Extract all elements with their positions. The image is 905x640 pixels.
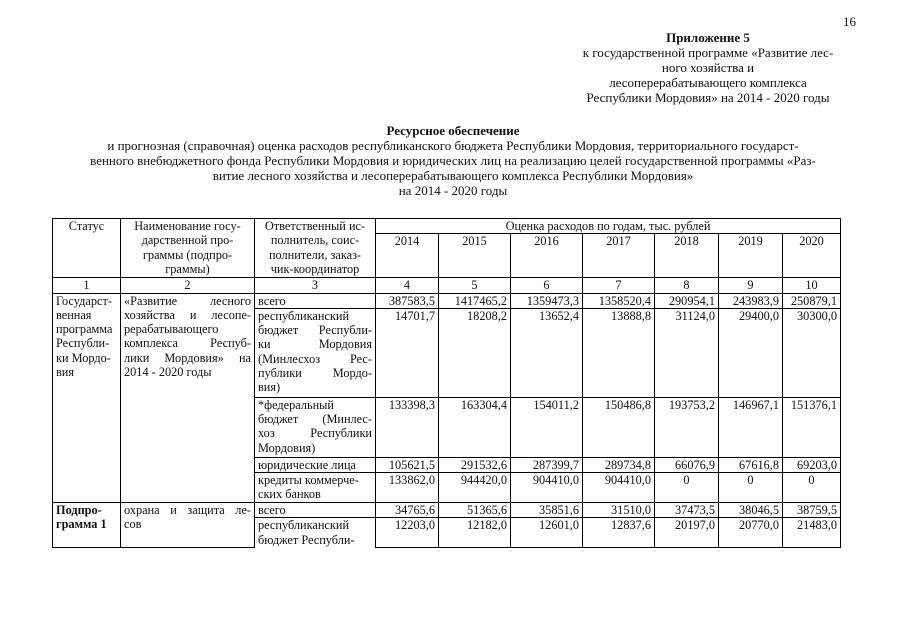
header-responsible: Ответственный ис- полнитель, соис- полнители, заказ- чик-координатор [255, 219, 376, 278]
header-name: Наименование госу- дарственной про- граммы (подпро- граммы) [121, 219, 255, 278]
table-cell: 20770,0 [719, 518, 783, 548]
row-label: *федеральный бюджет (Минлес- хоз Республики Мордовия) [255, 397, 376, 457]
heading-line: витие лесного хозяйства и лесоперерабатывающего комплекса Республики Мордовия» [212, 168, 694, 183]
page-number: 16 [843, 14, 856, 29]
table-cell: 146967,1 [719, 397, 783, 457]
table-cell: 944420,0 [439, 473, 511, 503]
table-cell: 151376,1 [783, 397, 841, 457]
header-year: 2017 [583, 234, 655, 278]
row-label: республиканский бюджет Республи- ки Мордовия (Минлесхоз Рес- публики Мордо- вия) [255, 308, 376, 397]
column-number: 7 [583, 278, 655, 293]
table-cell: 133862,0 [376, 473, 439, 503]
table-cell: 67616,8 [719, 457, 783, 472]
heading-line: венного внебюджетного фонда Республики Мордовия и юридических лиц на реализацию целей государственной программы «Раз- [90, 153, 816, 168]
table-cell: 289734,8 [583, 457, 655, 472]
table-cell: 105621,5 [376, 457, 439, 472]
column-number: 2 [121, 278, 255, 293]
appendix-line: к государственной программе «Развитие лес- [582, 45, 834, 60]
subprogram-name: охрана и защита ле- сов [121, 503, 255, 548]
table-cell: 0 [783, 473, 841, 503]
table-cell: 287399,7 [511, 457, 583, 472]
row-label: республиканский бюджет Республи- [255, 518, 376, 548]
table-cell: 163304,4 [439, 397, 511, 457]
table-cell: 31510,0 [583, 503, 655, 518]
table-cell: 133398,3 [376, 397, 439, 457]
column-number: 1 [53, 278, 121, 293]
table-cell: 1358520,4 [583, 293, 655, 308]
table-cell: 21483,0 [783, 518, 841, 548]
table-cell: 243983,9 [719, 293, 783, 308]
table-cell: 150486,8 [583, 397, 655, 457]
row-label: всего [255, 293, 376, 308]
column-number: 4 [376, 278, 439, 293]
heading-line: и прогнозная (справочная) оценка расходов республиканского бюджета Республики Мордовия, территориального государст- [107, 138, 799, 153]
column-number: 6 [511, 278, 583, 293]
table-cell: 30300,0 [783, 308, 841, 397]
appendix-line: ного хозяйства и [661, 60, 755, 75]
table-cell: 20197,0 [655, 518, 719, 548]
header-year: 2018 [655, 234, 719, 278]
column-number: 3 [255, 278, 376, 293]
appendix-line: лесоперерабатывающего комплекса [609, 75, 807, 90]
table-cell: 35851,6 [511, 503, 583, 518]
header-year: 2014 [376, 234, 439, 278]
table-cell: 1359473,3 [511, 293, 583, 308]
table-cell: 0 [719, 473, 783, 503]
subprogram-status: Подпро- грамма 1 [53, 503, 121, 548]
header-estimate: Оценка расходов по годам, тыс. рублей [376, 219, 841, 234]
table-cell: 13652,4 [511, 308, 583, 397]
resource-table [52, 218, 841, 548]
column-number: 8 [655, 278, 719, 293]
table-cell: 31124,0 [655, 308, 719, 397]
table-cell: 193753,2 [655, 397, 719, 457]
row-label: всего [255, 503, 376, 518]
table-cell: 34765,6 [376, 503, 439, 518]
table-cell: 12203,0 [376, 518, 439, 548]
table-cell: 12837,6 [583, 518, 655, 548]
program-name: «Развитие лесного хозяйства и лесопе- рерабатывающего комплекса Респуб- лики Мордовия» на 2014 - 2020 годы [121, 293, 255, 503]
table-cell: 69203,0 [783, 457, 841, 472]
table-cell: 12601,0 [511, 518, 583, 548]
header-year: 2020 [783, 234, 841, 278]
table-cell: 0 [655, 473, 719, 503]
table-cell: 13888,8 [583, 308, 655, 397]
document-heading [20, 123, 886, 198]
table-cell: 904410,0 [511, 473, 583, 503]
header-year: 2015 [439, 234, 511, 278]
appendix-line: Республики Мордовия» на 2014 - 2020 годы [586, 90, 830, 105]
table-cell: 37473,5 [655, 503, 719, 518]
table-cell: 904410,0 [583, 473, 655, 503]
table-cell: 51365,6 [439, 503, 511, 518]
table-cell: 18208,2 [439, 308, 511, 397]
column-number: 10 [783, 278, 841, 293]
table-cell: 250879,1 [783, 293, 841, 308]
table-cell: 14701,7 [376, 308, 439, 397]
table-cell: 12182,0 [439, 518, 511, 548]
table-cell: 38046,5 [719, 503, 783, 518]
table-cell: 29400,0 [719, 308, 783, 397]
header-year: 2019 [719, 234, 783, 278]
table-cell: 290954,1 [655, 293, 719, 308]
column-number: 5 [439, 278, 511, 293]
table-cell: 66076,9 [655, 457, 719, 472]
table-cell: 291532,6 [439, 457, 511, 472]
table-cell: 38759,5 [783, 503, 841, 518]
heading-line: на 2014 - 2020 годы [398, 183, 508, 198]
document-title: Ресурсное обеспечение [386, 123, 520, 138]
header-year: 2016 [511, 234, 583, 278]
appendix-block [560, 30, 856, 105]
row-label: кредиты коммерче- ских банков [255, 473, 376, 503]
appendix-title: Приложение 5 [666, 30, 750, 45]
table-cell: 154011,2 [511, 397, 583, 457]
program-status: Государст- венная программа Республи- ки Мордо- вия [53, 293, 121, 503]
header-status: Статус [53, 219, 121, 278]
row-label: юридические лица [255, 457, 376, 472]
table-cell: 1417465,2 [439, 293, 511, 308]
column-number: 9 [719, 278, 783, 293]
table-cell: 387583,5 [376, 293, 439, 308]
